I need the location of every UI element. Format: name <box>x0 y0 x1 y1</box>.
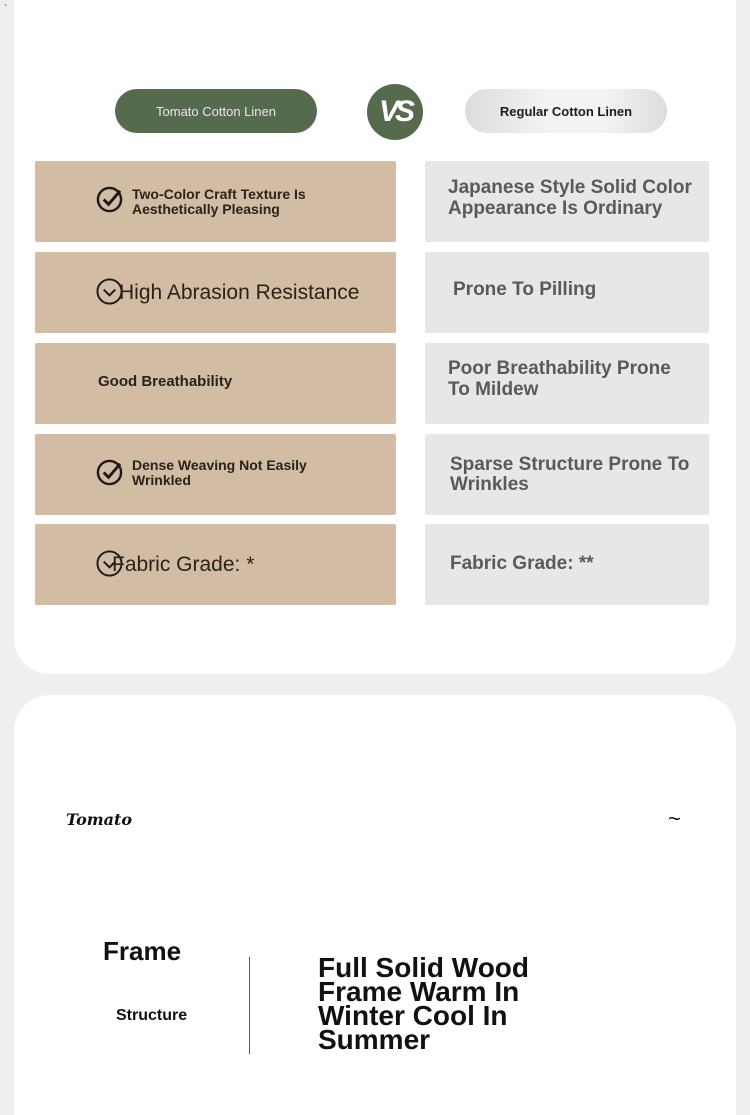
tomato-feature-1 <box>35 161 396 242</box>
tomato-feature-3 <box>35 343 396 424</box>
check-circle-icon <box>96 459 123 486</box>
vs-badge <box>367 84 423 140</box>
regular-feature-text: Poor Breathability Prone To Mildew <box>448 358 671 400</box>
regular-feature-text: Japanese Style Solid Color Appearance Is Ordinary <box>448 177 692 219</box>
tomato-feature-text: High Abrasion Resistance <box>119 281 360 304</box>
tomato-feature-text: Two-Color Craft Texture Is Aesthetically Pleasing <box>132 186 306 218</box>
regular-label-pill <box>465 89 667 133</box>
corner-mark: ` <box>4 4 8 15</box>
tomato-feature-2 <box>35 252 396 333</box>
regular-feature-text: Sparse Structure Prone To Wrinkles <box>450 454 690 495</box>
tomato-feature-text: Dense Weaving Not Easily Wrinkled <box>132 457 307 489</box>
regular-feature-5 <box>425 524 709 605</box>
tomato-feature-5 <box>35 524 396 605</box>
brand-logo: Tomato <box>66 810 133 829</box>
regular-feature-3 <box>425 343 709 424</box>
regular-feature-text: Fabric Grade: ** <box>450 553 594 574</box>
frame-title: Frame <box>103 936 182 966</box>
regular-feature-4 <box>425 434 709 515</box>
regular-feature-2 <box>425 252 709 333</box>
frame-subtitle: Structure <box>116 1007 188 1024</box>
check-circle-icon <box>96 186 123 213</box>
vs-label: VS <box>378 95 412 128</box>
regular-label: Regular Cotton Linen <box>499 103 633 119</box>
tomato-label-pill <box>115 89 317 133</box>
regular-feature-text: Prone To Pilling <box>453 279 597 300</box>
tomato-feature-4 <box>35 434 396 515</box>
regular-feature-1 <box>425 161 709 242</box>
tilde-icon: ~ <box>668 806 681 831</box>
tomato-label: Tomato Cotton Linen <box>156 103 276 119</box>
vertical-divider <box>249 957 250 1054</box>
tomato-feature-text: Good Breathability <box>98 373 233 390</box>
tomato-feature-text: Fabric Grade: * <box>112 553 255 576</box>
frame-description: Full Solid Wood Frame Warm In Winter Cool In Summer <box>318 952 529 1055</box>
